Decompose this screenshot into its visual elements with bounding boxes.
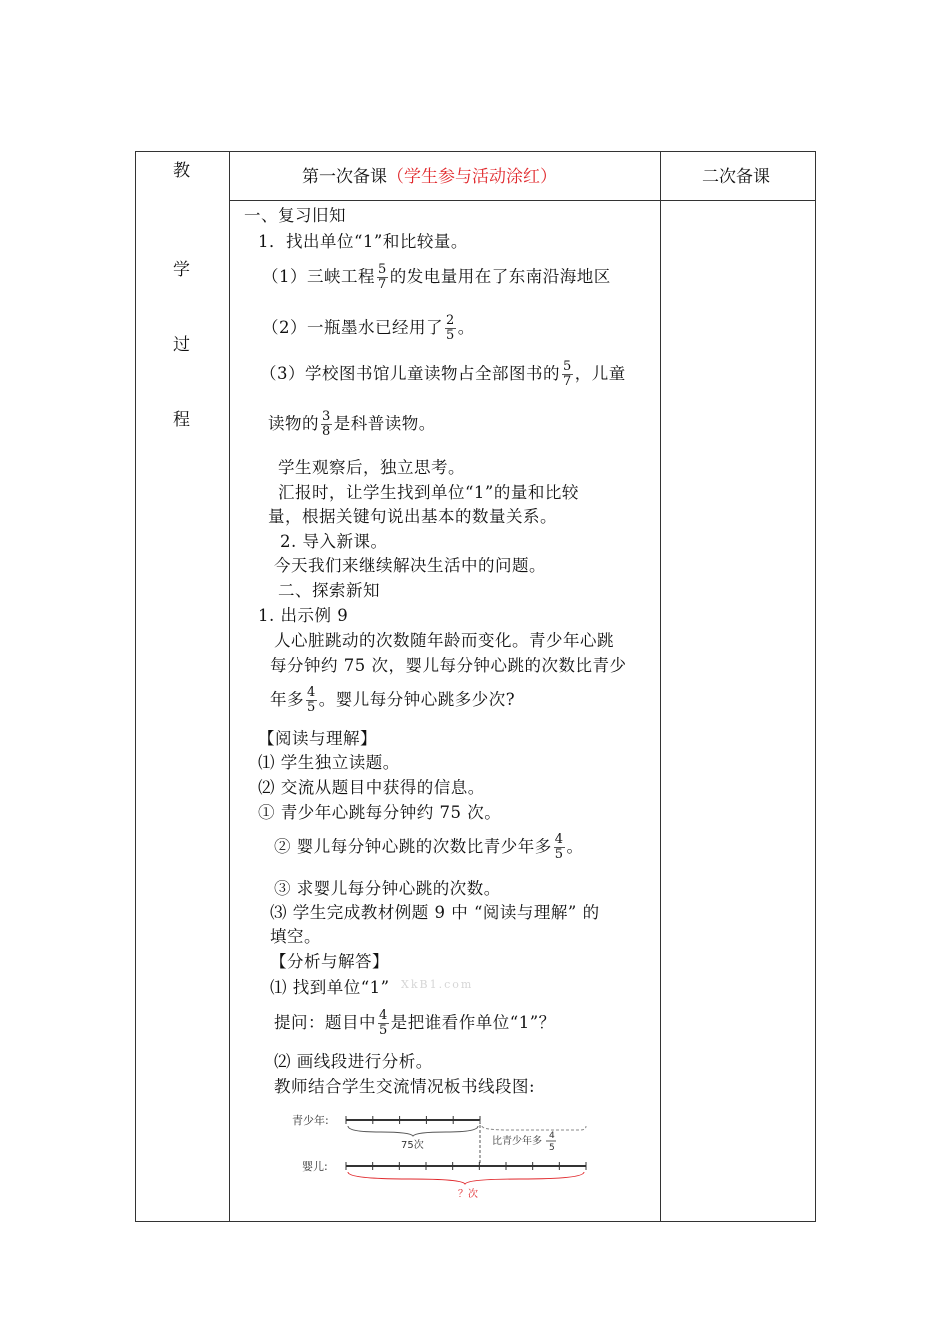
fraction-numerator: 4 xyxy=(379,1008,388,1023)
text-line: 1．找出单位“1”和比较量。 xyxy=(258,232,468,251)
section-heading: 【阅读与理解】 xyxy=(258,729,377,748)
section-heading: 【分析与解答】 xyxy=(270,952,389,971)
fraction-numerator: 4 xyxy=(307,685,316,700)
text-line: 1. 出示例 9 xyxy=(258,606,349,625)
fraction xyxy=(554,833,565,862)
text-span: 是科普读物。 xyxy=(333,414,436,433)
text-line: ⑴ 学生独立读题。 xyxy=(258,753,400,772)
text-line xyxy=(270,686,515,715)
text-line: 学生观察后，独立思考。 xyxy=(278,458,465,477)
fraction xyxy=(377,263,388,292)
text-span: 提问：题目中 xyxy=(274,1013,376,1032)
compare-text: 比青少年多 xyxy=(492,1136,542,1147)
text-line xyxy=(262,314,475,343)
fraction-numerator: 4 xyxy=(554,832,564,847)
text-line: 汇报时，让学生找到单位“1”的量和比较 xyxy=(278,483,579,502)
section-heading: 一、复习旧知 xyxy=(244,206,346,225)
text-line: ⑶ 学生完成教材例题 9 中 “阅读与理解” 的 xyxy=(270,903,600,922)
text-span: 。婴儿每分钟心跳多少次? xyxy=(318,690,516,709)
text-line: 量，根据关键句说出基本的数量关系。 xyxy=(268,507,557,526)
first-prep-note: （学生参与活动涂红） xyxy=(387,167,557,187)
text-line: 今天我们来继续解决生活中的问题。 xyxy=(274,556,546,575)
text-line: 人心脏跳动的次数随年龄而变化。青少年心跳 xyxy=(274,631,614,650)
side-label-char: 过 xyxy=(173,335,190,355)
compare-numerator: 4 xyxy=(549,1131,555,1141)
text-span: 的发电量用在了东南沿海地区 xyxy=(389,267,611,286)
text-span: （3）学校图书馆儿童读物占全部图书的 xyxy=(260,364,560,383)
text-span: （2）一瓶墨水已经用了 xyxy=(262,318,443,337)
text-span: ② 婴儿每分钟心跳的次数比青少年多 xyxy=(274,837,552,856)
text-line xyxy=(268,410,436,439)
fraction xyxy=(562,360,573,389)
fraction-denominator: 7 xyxy=(378,277,387,292)
compare-denominator: 5 xyxy=(549,1143,555,1153)
text-span: 。 xyxy=(566,837,584,856)
fraction-numerator: 3 xyxy=(322,409,331,424)
text-span: 年多 xyxy=(270,690,304,709)
text-line: ③ 求婴儿每分钟心跳的次数。 xyxy=(274,879,501,898)
fraction-denominator: 5 xyxy=(554,847,564,862)
teen-label: 青少年: xyxy=(292,1114,329,1127)
fraction xyxy=(306,686,317,715)
text-line xyxy=(262,263,611,292)
text-line: ① 青少年心跳每分钟约 75 次。 xyxy=(258,803,502,822)
unknown-value: ？次 xyxy=(458,1189,478,1200)
side-label-char: 程 xyxy=(173,410,190,430)
text-line xyxy=(260,360,626,389)
baby-label: 婴儿: xyxy=(302,1160,328,1173)
fraction xyxy=(378,1009,389,1038)
fraction-denominator: 8 xyxy=(322,424,331,439)
fraction-numerator: 5 xyxy=(378,262,387,277)
fraction xyxy=(321,410,332,439)
fraction-numerator: 5 xyxy=(563,359,572,374)
text-span: 读物的 xyxy=(268,414,319,433)
text-line: 填空。 xyxy=(270,927,321,946)
text-line: ⑵ 交流从题目中获得的信息。 xyxy=(258,778,485,797)
fraction-denominator: 5 xyxy=(307,700,316,715)
header-divider xyxy=(229,200,815,201)
compare-bracket xyxy=(482,1126,586,1130)
side-label-char: 学 xyxy=(173,260,190,280)
text-line: ⑵ 画线段进行分析。 xyxy=(274,1052,433,1071)
line-segment-diagram xyxy=(280,1100,600,1205)
text-line: 教师结合学生交流情况板书线段图: xyxy=(274,1077,536,1096)
section-heading: 二、探索新知 xyxy=(278,581,380,600)
fraction-denominator: 5 xyxy=(379,1023,388,1038)
second-prep-header: 二次备课 xyxy=(702,167,770,187)
first-prep-title: 第一次备课 xyxy=(302,167,387,187)
baby-brace xyxy=(348,1172,584,1184)
teen-value: 75次 xyxy=(401,1140,424,1151)
text-line: ⑴ 找到单位“1” xyxy=(270,978,390,997)
text-line: 每分钟约 75 次，婴儿每分钟心跳的次数比青少 xyxy=(270,656,627,675)
teen-brace xyxy=(348,1126,478,1136)
fraction-denominator: 5 xyxy=(446,328,455,343)
column-divider-1 xyxy=(229,152,230,1221)
first-prep-header xyxy=(302,162,557,187)
watermark: XkB1.com xyxy=(401,978,474,991)
text-line xyxy=(274,833,584,862)
fraction xyxy=(445,314,456,343)
side-label-char: 教 xyxy=(173,161,190,181)
text-span: 是把谁看作单位“1”？ xyxy=(390,1013,556,1032)
text-span: ，儿童 xyxy=(574,364,626,383)
fraction-numerator: 2 xyxy=(446,313,455,328)
text-line xyxy=(274,1009,556,1038)
text-span: （1）三峡工程 xyxy=(262,267,375,286)
text-span: 。 xyxy=(457,318,475,337)
fraction-denominator: 7 xyxy=(563,374,572,389)
text-line: 2. 导入新课。 xyxy=(280,532,388,551)
column-divider-2 xyxy=(660,152,661,1221)
